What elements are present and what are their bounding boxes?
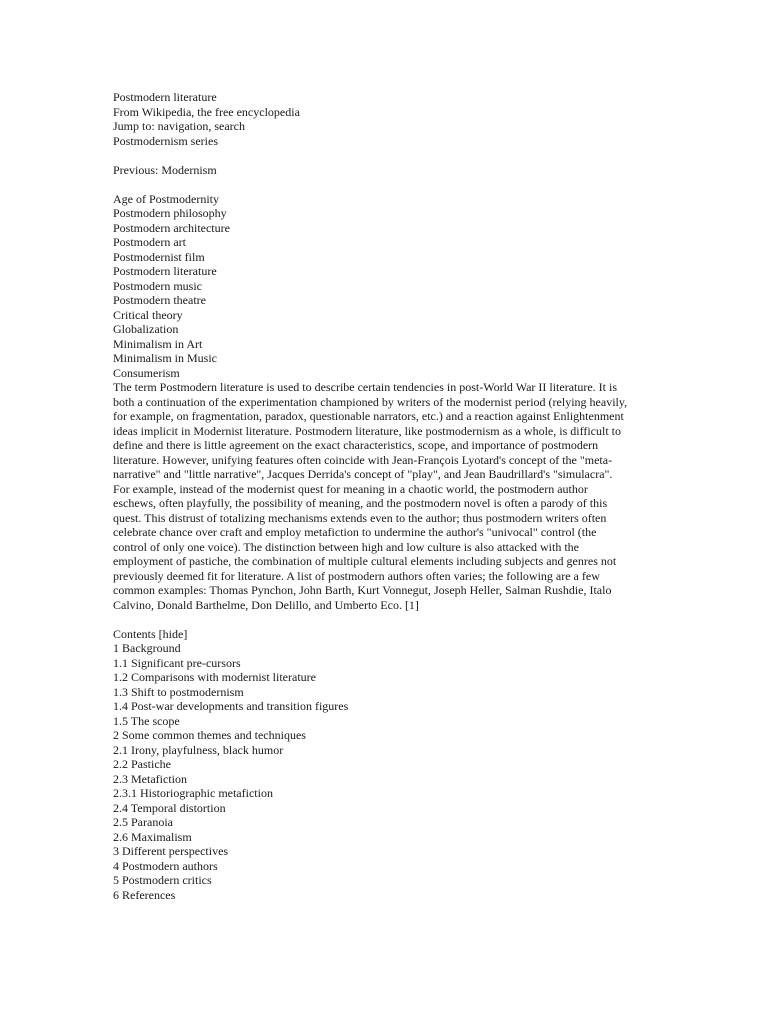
toc-item[interactable]: 2.5 Paranoia (113, 815, 173, 829)
paragraph-line: eschews, often playfully, the possibility of meaning, and the postmodern novel is often a parody of this (113, 496, 608, 510)
series-link[interactable]: Minimalism in Art (113, 336, 203, 351)
series-link[interactable]: Consumerism (113, 365, 180, 380)
paragraph-line: define and there is little agreement on the exact characteristics, scope, and importance of postmodern (113, 438, 599, 452)
toc-item[interactable]: 2.6 Maximalism (113, 829, 192, 844)
toc-item[interactable]: 2.4 Temporal distortion (113, 800, 226, 815)
series-link[interactable]: Postmodern art (113, 235, 186, 249)
paragraph-line: quest. This distrust of totalizing mechanisms extends even to the author; thus postmodern writers often (113, 510, 607, 525)
jump-links[interactable]: Jump to: navigation, search (113, 119, 245, 133)
paragraph-line: for example, on fragmentation, paradox, questionable narrators, etc.) and a reaction against Enlightenment (113, 409, 624, 423)
series-link[interactable]: Postmodern music (113, 278, 202, 293)
series-link[interactable]: Postmodern theatre (113, 293, 206, 307)
toc-item[interactable]: 1.3 Shift to postmodernism (113, 684, 244, 699)
paragraph-line: employment of pastiche, the combination of multiple cultural elements including subjects and genres not (113, 554, 617, 568)
spacer (113, 612, 633, 627)
toc-item[interactable]: 1.1 Significant pre-cursors (113, 655, 241, 670)
toc-item[interactable]: 6 References (113, 887, 176, 902)
table-of-contents (113, 627, 633, 903)
toc-item[interactable]: 4 Postmodern authors (113, 858, 218, 873)
paragraph-line: literature. However, unifying features often coincide with Jean-François Lyotard's concept of the "meta- (113, 452, 613, 467)
paragraph-line: The term Postmodern literature is used to describe certain tendencies in post-World War II literature. It is (113, 380, 618, 394)
paragraph-line: celebrate chance over craft and employ metafiction to undermine the author's "univocal" control (the (113, 525, 597, 539)
previous-link[interactable]: Previous: Modernism (113, 162, 217, 177)
intro-paragraph (113, 380, 633, 612)
toc-item[interactable]: 2.3 Metafiction (113, 771, 187, 786)
series-label: Postmodernism series (113, 133, 218, 148)
series-link[interactable]: Age of Postmodernity (113, 191, 219, 206)
paragraph-line: Calvino, Donald Barthelme, Don Delillo, and Umberto Eco. [1] (113, 597, 419, 612)
paragraph-line: For example, instead of the modernist quest for meaning in a chaotic world, the postmodern author (113, 481, 588, 496)
spacer (113, 177, 633, 192)
toc-item[interactable]: 1.5 The scope (113, 713, 180, 728)
series-links-list (113, 192, 633, 381)
toc-item[interactable]: 2.3.1 Historiographic metafiction (113, 786, 273, 800)
series-link[interactable]: Critical theory (113, 307, 183, 322)
document-page (113, 90, 633, 902)
paragraph-line: ideas implicit in Modernist literature. Postmodern literature, like postmodernism as a whole, is difficult to (113, 423, 622, 438)
toc-item[interactable]: 2.1 Irony, playfulness, black humor (113, 742, 284, 757)
series-link[interactable]: Postmodern architecture (113, 220, 230, 235)
contents-heading[interactable]: Contents [hide] (113, 626, 188, 641)
toc-item[interactable]: 1.2 Comparisons with modernist literature (113, 670, 316, 684)
paragraph-line: narrative" and "little narrative", Jacques Derrida's concept of "play", and Jean Baudrillard's "simulacra". (113, 467, 613, 481)
toc-item[interactable]: 1 Background (113, 641, 181, 655)
toc-item[interactable]: 5 Postmodern critics (113, 873, 212, 887)
article-title: Postmodern literature (113, 90, 217, 104)
series-link[interactable]: Globalization (113, 322, 179, 336)
paragraph-line: both a continuation of the experimentation championed by writers of the modernist period (relying heavily, (113, 394, 628, 409)
toc-item[interactable]: 1.4 Post-war developments and transition figures (113, 699, 349, 713)
paragraph-line: previously deemed fit for literature. A list of postmodern authors often varies; the following are a few (113, 568, 600, 583)
spacer (113, 148, 633, 163)
toc-item[interactable]: 2 Some common themes and techniques (113, 728, 306, 742)
toc-item[interactable]: 3 Different perspectives (113, 844, 229, 858)
paragraph-line: common examples: Thomas Pynchon, John Barth, Kurt Vonnegut, Joseph Heller, Salman Rushdie, Italo (113, 583, 612, 597)
source-line: From Wikipedia, the free encyclopedia (113, 104, 300, 119)
toc-item[interactable]: 2.2 Pastiche (113, 757, 171, 771)
paragraph-line: control of only one voice). The distinction between high and low culture is also attacked with the (113, 539, 579, 554)
series-link[interactable]: Postmodern literature (113, 264, 217, 278)
series-link[interactable]: Postmodernist film (113, 249, 205, 264)
series-link[interactable]: Minimalism in Music (113, 351, 218, 365)
series-link[interactable]: Postmodern philosophy (113, 206, 227, 220)
